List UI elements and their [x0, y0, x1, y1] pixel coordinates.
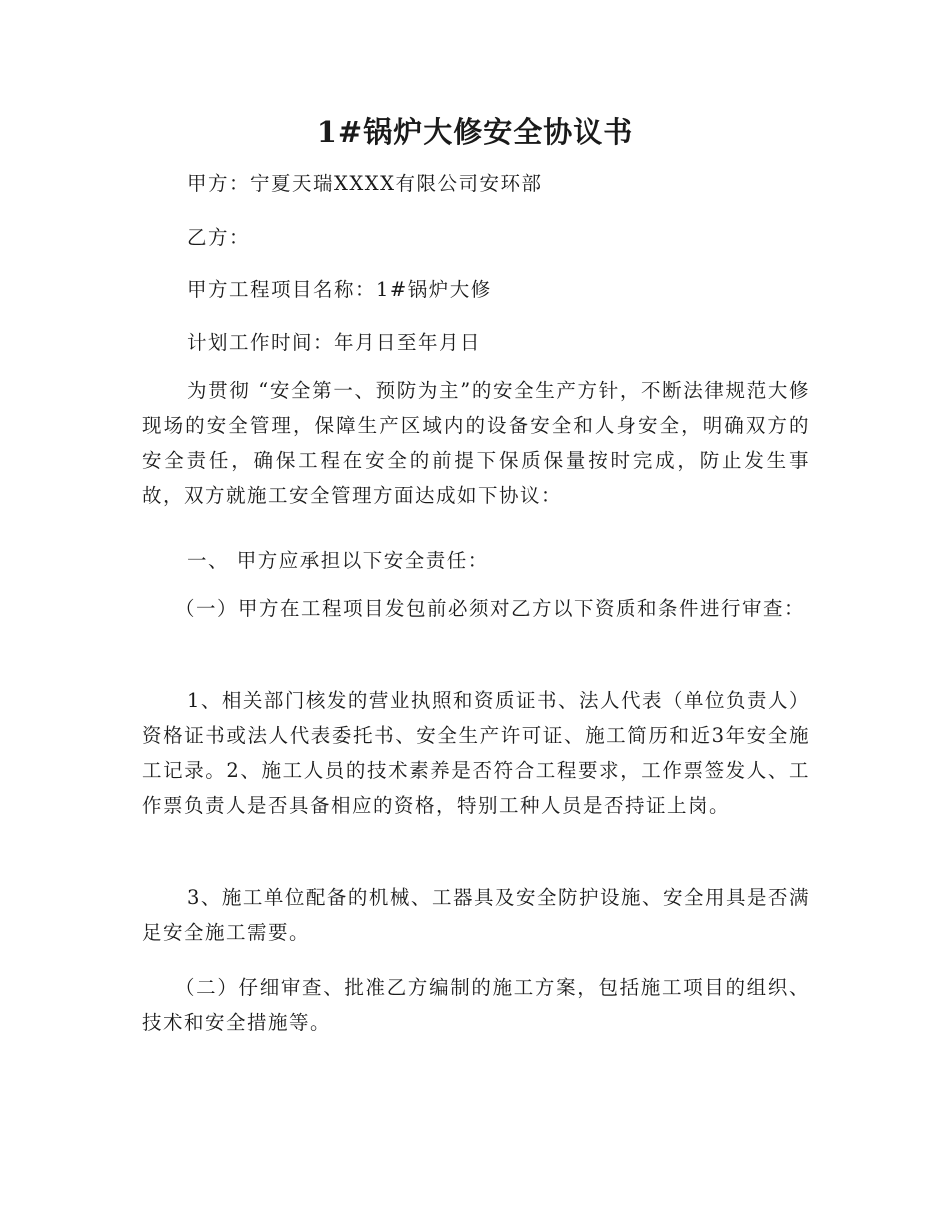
- section-heading: 一、 甲方应承担以下安全责任：: [187, 549, 489, 572]
- party-a-line: 甲方：宁夏天瑞XXXX有限公司安环部: [187, 172, 543, 195]
- document-title: 1#锅炉大修安全协议书: [316, 115, 634, 149]
- item-3-paragraph: 3、施工单位配备的机械、工器具及安全防护设施、安全用具是否满足安全施工需要。: [142, 886, 810, 944]
- items-1-2-paragraph: 1、相关部门核发的营业执照和资质证书、法人代表（单位负责人）资格证书或法人代表委托书、安全生产许可证、施工简历和近3年安全施工记录。2、施工人员的技术素养是否符合工程要求，工作票签发人、工作票负责人是否具备相应的资格，特别工种人员是否持证上岗。: [142, 689, 810, 817]
- work-time-line: 计划工作时间：年月日至年月日: [187, 331, 482, 354]
- clause-2-paragraph: （二）仔细审查、批准乙方编制的施工方案，包括施工项目的组织、技术和安全措施等。: [142, 976, 810, 1034]
- project-name-line: 甲方工程项目名称：1#锅炉大修: [187, 278, 492, 301]
- intro-paragraph: 为贯彻 “安全第一、预防为主”的安全生产方针，不断法律规范大修现场的安全管理，保障生产区域内的设备安全和人身安全，明确双方的安全责任，确保工程在安全的前提下保质保量按时完成，防止发生事故，双方就施工安全管理方面达成如下协议：: [142, 379, 810, 507]
- clause-1-paragraph: （一）甲方在工程项目发包前必须对乙方以下资质和条件进行审查：: [175, 597, 806, 620]
- party-b-line: 乙方：: [187, 226, 251, 249]
